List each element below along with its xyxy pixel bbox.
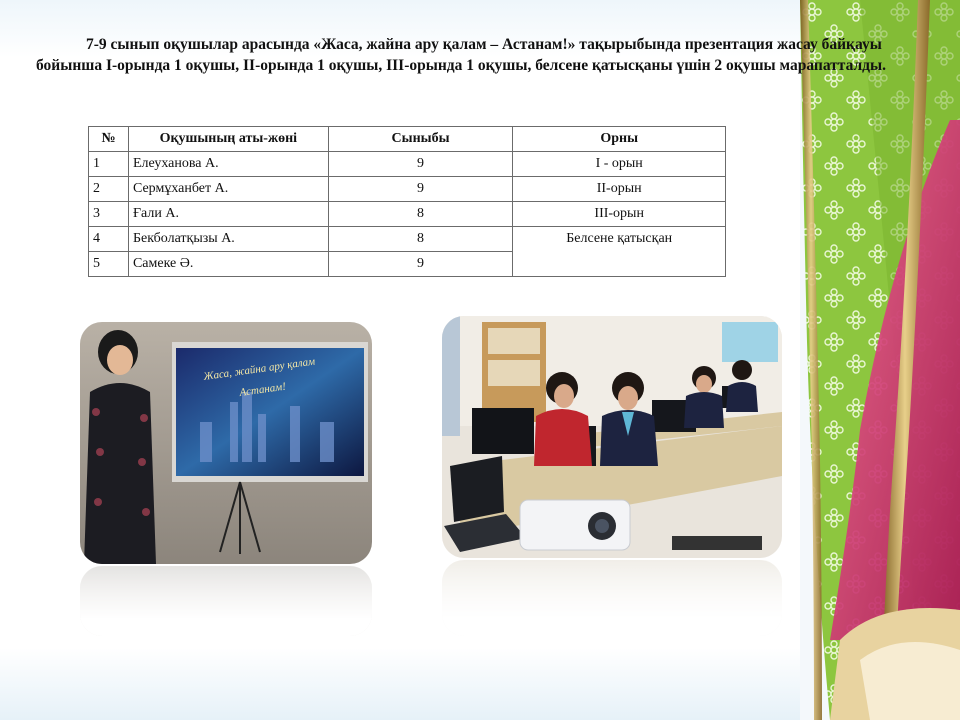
slide-title-line2: Астанам! xyxy=(238,380,287,399)
table-row xyxy=(89,227,726,252)
awards-table xyxy=(88,126,726,277)
row-grade: 9 xyxy=(328,177,513,202)
row-number: 1 xyxy=(89,152,129,177)
row-grade: 8 xyxy=(328,202,513,227)
table-row xyxy=(89,152,726,177)
table-row xyxy=(89,177,726,202)
row-number: 2 xyxy=(89,177,129,202)
row-place: II-орын xyxy=(513,177,726,202)
photo-students-reflection xyxy=(442,560,782,636)
table-header-row xyxy=(89,127,726,152)
table-row xyxy=(89,202,726,227)
row-number: 5 xyxy=(89,252,129,277)
photo-teacher-presentation xyxy=(80,322,372,564)
row-grade: 9 xyxy=(328,152,513,177)
header-name: Оқушының аты-жөні xyxy=(128,127,328,152)
photo-students-computers xyxy=(442,316,782,558)
row-name: Сермұханбет А. xyxy=(128,177,328,202)
row-place: III-орын xyxy=(513,202,726,227)
row-name: Елеуханова А. xyxy=(128,152,328,177)
header-grade: Сыныбы xyxy=(328,127,513,152)
decorative-border xyxy=(800,0,960,720)
row-place: I - орын xyxy=(513,152,726,177)
row-name: Ғали А. xyxy=(128,202,328,227)
header-place: Орны xyxy=(513,127,726,152)
row-number: 4 xyxy=(89,227,129,252)
row-name: Самеке Ә. xyxy=(128,252,328,277)
slide-title-line1: Жаса, жайна ару қалам xyxy=(202,355,316,383)
header-number: № xyxy=(89,127,129,152)
row-number: 3 xyxy=(89,202,129,227)
photo-teacher-reflection xyxy=(80,566,372,636)
row-grade: 8 xyxy=(328,227,513,252)
row-name: Бекболатқызы А. xyxy=(128,227,328,252)
heading-text: 7-9 сынып оқушылар арасында «Жаса, жайна ару қалам – Астанам!» тақырыбында презентация жасау байқауы бойынша I-орында 1 оқушы, II-орында 1 оқушы, III-орында 1 оқушы, белсене қатысқаны үшін 2 оқушы марапатталды. xyxy=(36,36,886,74)
row-grade: 9 xyxy=(328,252,513,277)
row-place-merged: Белсене қатысқан xyxy=(513,227,726,277)
